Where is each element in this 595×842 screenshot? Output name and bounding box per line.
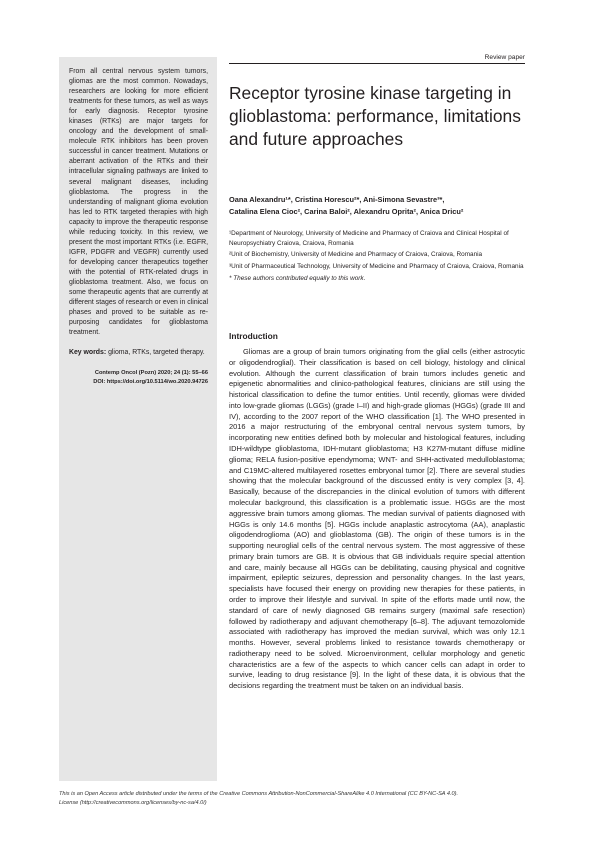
author-list: [229, 194, 529, 218]
keywords: [69, 348, 208, 358]
abstract-text: From all central nervous system tumors, gliomas are the most common. Nowadays, researchers are looking for more efficient treatments for these tumors, as well as ways for early diagnosis. Receptor tyrosine kinases (RTKs) are major targets for oncology and the development of small-molecule RTK inhibitors has been proven successful in cancer treatment. Mutations or aberrant activation of the RTKs and their intracellular signaling pathways are linked to several malignant diseases, including glioblastoma. The progress in the understanding of malignant glioma evolution has led to RTK targeted therapies with high capacity to improve the therapeutic response while reducing toxicity. In this review, we present the most important RTKs (i.e. EGFR, IGFR, PDGFR and VEGFR) currently used for developing cancer therapeutics together with the potential of RTK-related drugs in glioblastoma treatment. Also, we focus on some therapeutic agents that are currently at different stages of research or even in clinical phases and proved to be suitable as re-purposing candidates for glioblastoma treatment.: [69, 68, 208, 337]
affiliations: [229, 229, 529, 286]
keywords-list: glioma, RTKs, targeted therapy.: [106, 349, 205, 357]
citation: [69, 369, 208, 386]
keywords-label: Key words:: [69, 349, 107, 357]
paper-title: Receptor tyrosine kinase targeting in glioblastoma: performance, limitations and future approaches: [229, 83, 521, 150]
abstract-sidebar: [59, 57, 217, 781]
article-type: Review paper: [484, 54, 525, 61]
license-footer: [59, 790, 529, 807]
license-line-1: This is an Open Access article distributed under the terms of the Creative Commons Attribution-NonCommercial-ShareAlike 4.0 International (CC BY-NC-SA 4.0).: [59, 791, 459, 797]
author-line-1: Oana Alexandru¹*, Cristina Horescu²*, Ani-Simona Sevastre³*,: [229, 195, 445, 204]
introduction-paragraph: Gliomas are a group of brain tumors originating from the glial cells (either astrocytic or oligodendroglial). Their classification is based on cell biology, histology and clinical evolution. Although the current classification of brain tumors includes genetic and epigenetic abnormalities and clinico-pathological features, clinicians are still using the historical classification to define the tumor entities. Until recently, gliomas were divided into low-grade gliomas (LGGs) (grade I–II) and high-grade gliomas (HGGs) (grade III and IV), according to the 2007 report of the WHO classification [1]. The WHO presented in 2016 a major restructuring of the embryonal central nervous system tumors, by incorporating new entities defined both by molecular and histological features, including IDH-wildtype glioblastoma, IDH-mutant glioblastoma; H3 K27M-mutant diffuse midline glioma; RELA fusion-positive ependymoma; WNT- and SHH-activated medulloblastoma; and C19MC-altered multilayered rosettes embryonal tumor [2]. There are several studies showing that the molecular background of the discussed entity is very complex [3, 4]. Basically, because of the discrepancies in the clinical evolution of tumors with different molecular background, this classification is a problematic issue. HGGs are the most aggressive brain tumors among gliomas. The median survival of patients diagnosed with HGGs is only 14.6 months [5]. HGGs include anaplastic astrocytoma (AA), anaplastic oligodendroglioma (AO) and glioblastoma (GB). The origin of these tumors is in the supporting neuroglial cells of the central nervous system. The most aggressive of these primary brain tumors are GB. It is obvious that GB individuals require special attention and care, mainly because all HGGs can be debilitating, causing physical and cognitive impairment, epileptic seizures, depression and personality changes. In the last years, specialists have focused their energy on providing new therapies for these patients, in order to improve their lifestyle and survival. In spite of the efforts made until now, the standard of care of newly diagnosed GB remains surgery (maximal safe resection) followed by radiotherapy and adjuvant chemotherapy [6–8]. The adjuvant temozolomide associated with radiotherapy has improved the median survival, which was only 12.1 months. However, several problems linked to resistance towards chemotherapy or radiotherapy need to be solved. Microenvironment, cellular morphology and genetic characteristics are a few of the aspects to which cancer cells can adapt in order to survive, leading to drug resistance [9]. In the light of these data, it is obvious that the decisions regarding the treatment must be taken on an individual basis.: [229, 347, 525, 691]
license-line-2: License (http://creativecommons.org/licenses/by-nc-sa/4.0/): [59, 799, 207, 806]
header-rule: [229, 63, 525, 64]
affiliation-2: ²Unit of Biochemistry, University of Medicine and Pharmacy of Craiova, Craiova, Romania: [229, 251, 483, 259]
affiliation-1: ¹Department of Neurology, University of Medicine and Pharmacy of Craiova and Clinical Hospital of Neuropsychiatry Craiova, Craiova, Romania: [229, 230, 509, 247]
affiliation-3: ³Unit of Pharmaceutical Technology, University of Medicine and Pharmacy of Craiova, Craiova, Romania: [229, 263, 524, 271]
citation-doi: DOI: https://doi.org/10.5114/wo.2020.94726: [93, 378, 208, 385]
author-line-2: Catalina Elena Cioc², Carina Baloi², Alexandru Oprita², Anica Dricu²: [229, 207, 464, 217]
author-note: * These authors contributed equally to this work.: [229, 274, 366, 282]
citation-journal: Contemp Oncol (Pozn) 2020; 24 (1): 55–66: [94, 370, 208, 377]
section-heading-introduction: Introduction: [229, 331, 278, 341]
